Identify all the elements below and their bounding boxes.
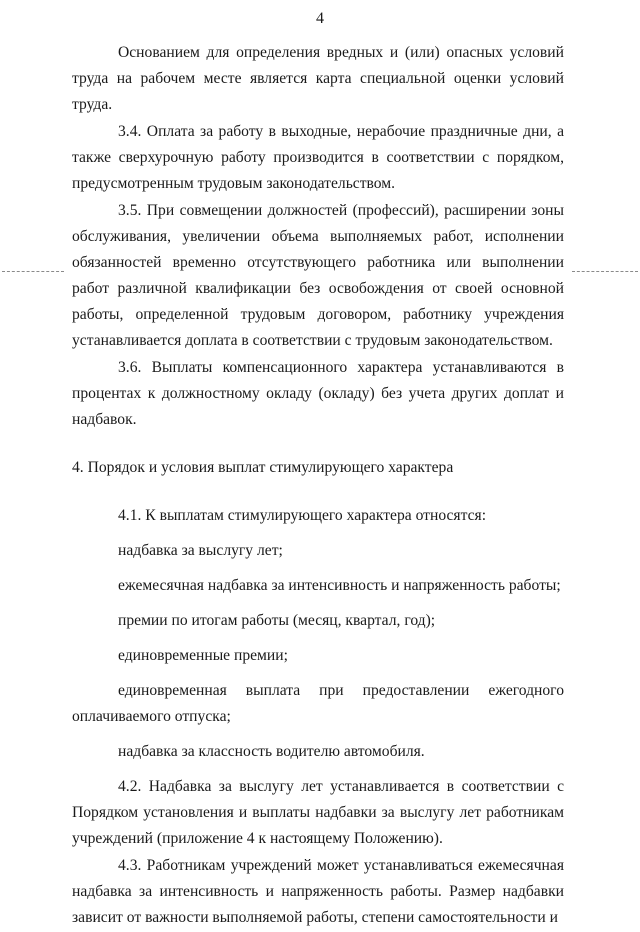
- section-4-heading: 4. Порядок и условия выплат стимулирующего характера: [72, 459, 454, 476]
- document-body: [72, 40, 564, 932]
- list-item-one-time-premiums: единовременные премии;: [118, 647, 288, 664]
- list-item-monthly-intensity-bonus: ежемесячная надбавка за интенсивность и напряженность работы;: [118, 577, 561, 594]
- paragraph-4-3: 4.3. Работникам учреждений может устанавливаться ежемесячная надбавка за интенсивность и напряженность работы. Размер надбавки зависит от важности выполняемой работы, степени самостоятельности и: [72, 857, 564, 926]
- list-item-vacation-payment: единовременная выплата при предоставлении ежегодного оплачиваемого отпуска;: [72, 682, 564, 725]
- paragraph-3-6: 3.6. Выплаты компенсационного характера устанавливаются в процентах к должностному окладу (окладу) без учета других доплат и надбавок.: [72, 359, 564, 428]
- paragraph-4-2: 4.2. Надбавка за выслугу лет устанавливается в соответствии с Порядком установления и выплаты надбавки за выслугу лет работникам учреждений (приложение 4 к настоящему Положению).: [72, 778, 564, 847]
- paragraph-3-5: 3.5. При совмещении должностей (профессий), расширении зоны обслуживания, увеличении объема выполняемых работ, исполнении обязанностей временно отсутствующего работника или выполнении работ различной квалификации без освобождения от своей основной работы, определенной трудовым договором, работнику учреждения устанавливается доплата в соответствии с трудовым законодательством.: [72, 202, 564, 349]
- scan-artifact-left: [2, 271, 64, 272]
- list-item-performance-premiums: премии по итогам работы (месяц, квартал, год);: [118, 612, 436, 629]
- paragraph-3-4: 3.4. Оплата за работу в выходные, нерабочие праздничные дни, а также сверхурочную работу производится в соответствии с порядком, предусмотренным трудовым законодательством.: [72, 123, 564, 192]
- paragraph-4-1-intro: 4.1. К выплатам стимулирующего характера относятся:: [118, 507, 487, 524]
- list-item-driver-class-bonus: надбавка за классность водителю автомобиля.: [118, 743, 425, 760]
- page-number: 4: [316, 10, 324, 27]
- list-item-long-service-bonus: надбавка за выслугу лет;: [118, 542, 283, 559]
- paragraph-working-conditions: Основанием для определения вредных и (или) опасных условий труда на рабочем месте является карта специальной оценки условий труда.: [72, 44, 564, 113]
- scan-artifact-right: [572, 271, 638, 272]
